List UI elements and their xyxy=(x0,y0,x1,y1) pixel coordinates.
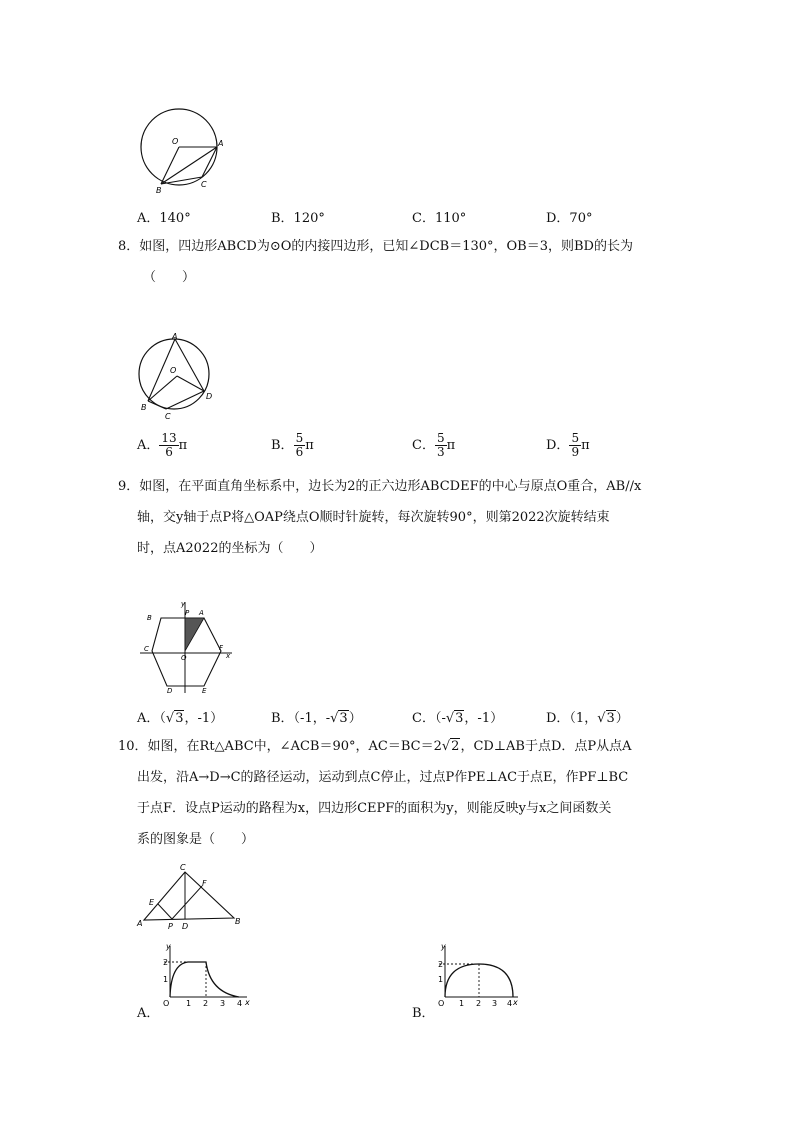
q7-circle-figure xyxy=(132,105,232,195)
q8-text-line1: 8．如图，四边形ABCD为⊙O的内接四边形，已知∠DCB＝130°，OB＝3，则BD的长为 xyxy=(118,239,633,254)
label-p: P xyxy=(185,609,190,617)
q8-circle-figure xyxy=(132,330,222,422)
label-a: A xyxy=(218,139,224,148)
q9-text-line2: 轴，交y轴于点P将△OAP绕点O顺时针旋转，每次旋转90°，则第2022次旋转结束 xyxy=(137,510,610,525)
tick-x3: 3 xyxy=(492,999,498,1008)
q9-option-c: C．（-√3，-1） xyxy=(412,711,504,726)
tick-y2: 2 xyxy=(163,958,169,967)
label-a: A xyxy=(172,332,178,341)
tick-x2: 2 xyxy=(476,999,482,1008)
label-e: E xyxy=(202,687,207,694)
q8-option-a: A． $\frac{13}{6}$ π xyxy=(137,431,188,459)
label-o: O xyxy=(170,366,177,375)
label-d: D xyxy=(182,922,189,931)
q10-text-line3: 于点F．设点P运动的路程为x，四边形CEPF的面积为y，则能反映y与x之间函数关 xyxy=(137,801,612,816)
q10-graph-a-letter: A． xyxy=(137,1006,160,1021)
label-b: B xyxy=(141,403,147,412)
q7-option-d: D．70° xyxy=(546,211,593,226)
label-x: x xyxy=(226,652,231,660)
label-a: A xyxy=(137,919,143,928)
q7-option-a: A．140° xyxy=(137,211,191,226)
label-d: D xyxy=(167,687,173,694)
tick-x2: 2 xyxy=(203,999,209,1008)
label-p: P xyxy=(168,922,173,931)
tick-y1: 1 xyxy=(163,975,169,984)
label-o: O xyxy=(181,654,187,662)
axis-y-label: y xyxy=(441,942,446,951)
label-b: B xyxy=(235,917,241,926)
q9-option-d: D．（1，√3） xyxy=(546,711,629,726)
label-o: O xyxy=(172,137,179,146)
q9-hexagon-figure xyxy=(138,598,238,694)
tick-x3: 3 xyxy=(220,999,226,1008)
q10-graph-a xyxy=(155,942,255,1008)
label-b: B xyxy=(156,186,162,195)
axis-y-label: y xyxy=(166,942,171,951)
label-c: C xyxy=(165,412,171,421)
label-f: F xyxy=(202,879,207,888)
label-b: B xyxy=(147,614,152,622)
q10-text-line2: 出发，沿A→D→C的路径运动，运动到点C停止，过点P作PE⊥AC于点E，作PF⊥BC xyxy=(137,770,629,785)
axis-x-label: x xyxy=(513,998,518,1007)
tick-y2: 2 xyxy=(438,960,444,969)
q7-option-c: C．110° xyxy=(412,211,467,226)
q10-graph-b-letter: B． xyxy=(412,1006,435,1021)
q9-text-line3: 时，点A2022的坐标为（ ） xyxy=(137,541,323,556)
axis-x-label: x xyxy=(245,998,250,1007)
label-f: F xyxy=(219,644,224,652)
tick-x4: 4 xyxy=(507,999,513,1008)
q9-option-a: A．（√3，-1） xyxy=(137,711,224,726)
origin-label: O xyxy=(438,999,445,1008)
q8-option-b: B． $\frac{5}{6}$ π xyxy=(271,431,314,459)
label-c: C xyxy=(180,863,186,872)
q7-option-b: B．120° xyxy=(271,211,325,226)
q8-option-d: D． $\frac{5}{9}$ π xyxy=(546,431,590,459)
label-c: C xyxy=(144,645,149,653)
label-a: A xyxy=(199,609,204,617)
tick-x1: 1 xyxy=(186,999,192,1008)
q10-text-line1: 10．如图，在Rt△ABC中，∠ACB＝90°，AC＝BC＝2√2，CD⊥AB于点D．点P从点A xyxy=(118,739,632,754)
q8-option-c: C． $\frac{5}{3}$ π xyxy=(412,431,456,459)
tick-x1: 1 xyxy=(459,999,465,1008)
q10-graph-b xyxy=(430,942,530,1008)
q9-option-b: B．（-1，-√3） xyxy=(271,711,362,726)
q8-answer-bracket: （ ） xyxy=(143,270,196,285)
q10-text-line4: 系的图象是（ ） xyxy=(137,832,255,847)
q10-triangle-figure xyxy=(136,862,248,932)
q9-text-line1: 9．如图，在平面直角坐标系中，边长为2的正六边形ABCDEF的中心与原点O重合，AB//x xyxy=(118,479,642,494)
label-c: C xyxy=(201,180,207,189)
tick-x4: 4 xyxy=(237,999,243,1008)
tick-y1: 1 xyxy=(438,975,444,984)
origin-label: O xyxy=(163,999,170,1008)
label-d: D xyxy=(206,392,213,401)
label-y: y xyxy=(181,600,186,608)
label-e: E xyxy=(149,898,155,907)
